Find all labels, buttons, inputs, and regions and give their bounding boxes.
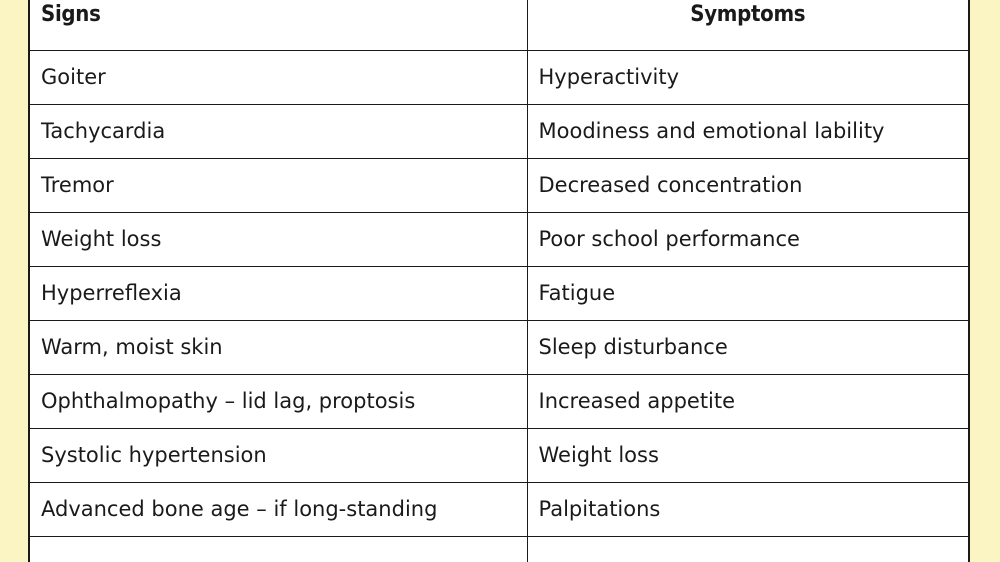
table-row: [30, 212, 968, 266]
table-row: [30, 482, 968, 536]
sign-cell: Hyperreflexia: [30, 266, 527, 320]
table-row-partial: [30, 536, 968, 562]
sign-cell: Systolic hypertension: [30, 428, 527, 482]
symptom-cell: Palpitations: [527, 482, 968, 536]
symptom-cell: Hyperactivity: [527, 50, 968, 104]
sign-cell: Weight loss: [30, 212, 527, 266]
table-row: [30, 50, 968, 104]
table-row: [30, 266, 968, 320]
sign-cell: Ophthalmopathy – lid lag, proptosis: [30, 374, 527, 428]
signs-symptoms-table: [30, 0, 968, 562]
sign-cell: Warm, moist skin: [30, 320, 527, 374]
table-row: [30, 104, 968, 158]
symptom-cell: Increased appetite: [527, 374, 968, 428]
symptom-cell: Fatigue: [527, 266, 968, 320]
symptom-cell: [527, 536, 968, 562]
sign-cell: Tachycardia: [30, 104, 527, 158]
symptom-cell: Decreased concentration: [527, 158, 968, 212]
table-row: [30, 158, 968, 212]
table-row: [30, 374, 968, 428]
header-row: [30, 0, 968, 50]
document-page: [28, 0, 970, 562]
symptoms-header: Symptoms: [527, 0, 968, 50]
symptom-cell: Sleep disturbance: [527, 320, 968, 374]
sign-cell: Advanced bone age – if long-standing: [30, 482, 527, 536]
sign-cell: [30, 536, 527, 562]
signs-header: Signs: [30, 0, 527, 50]
symptom-cell: Weight loss: [527, 428, 968, 482]
table-row: [30, 320, 968, 374]
sign-cell: Goiter: [30, 50, 527, 104]
symptom-cell: Moodiness and emotional lability: [527, 104, 968, 158]
symptom-cell: Poor school performance: [527, 212, 968, 266]
sign-cell: Tremor: [30, 158, 527, 212]
table-row: [30, 428, 968, 482]
